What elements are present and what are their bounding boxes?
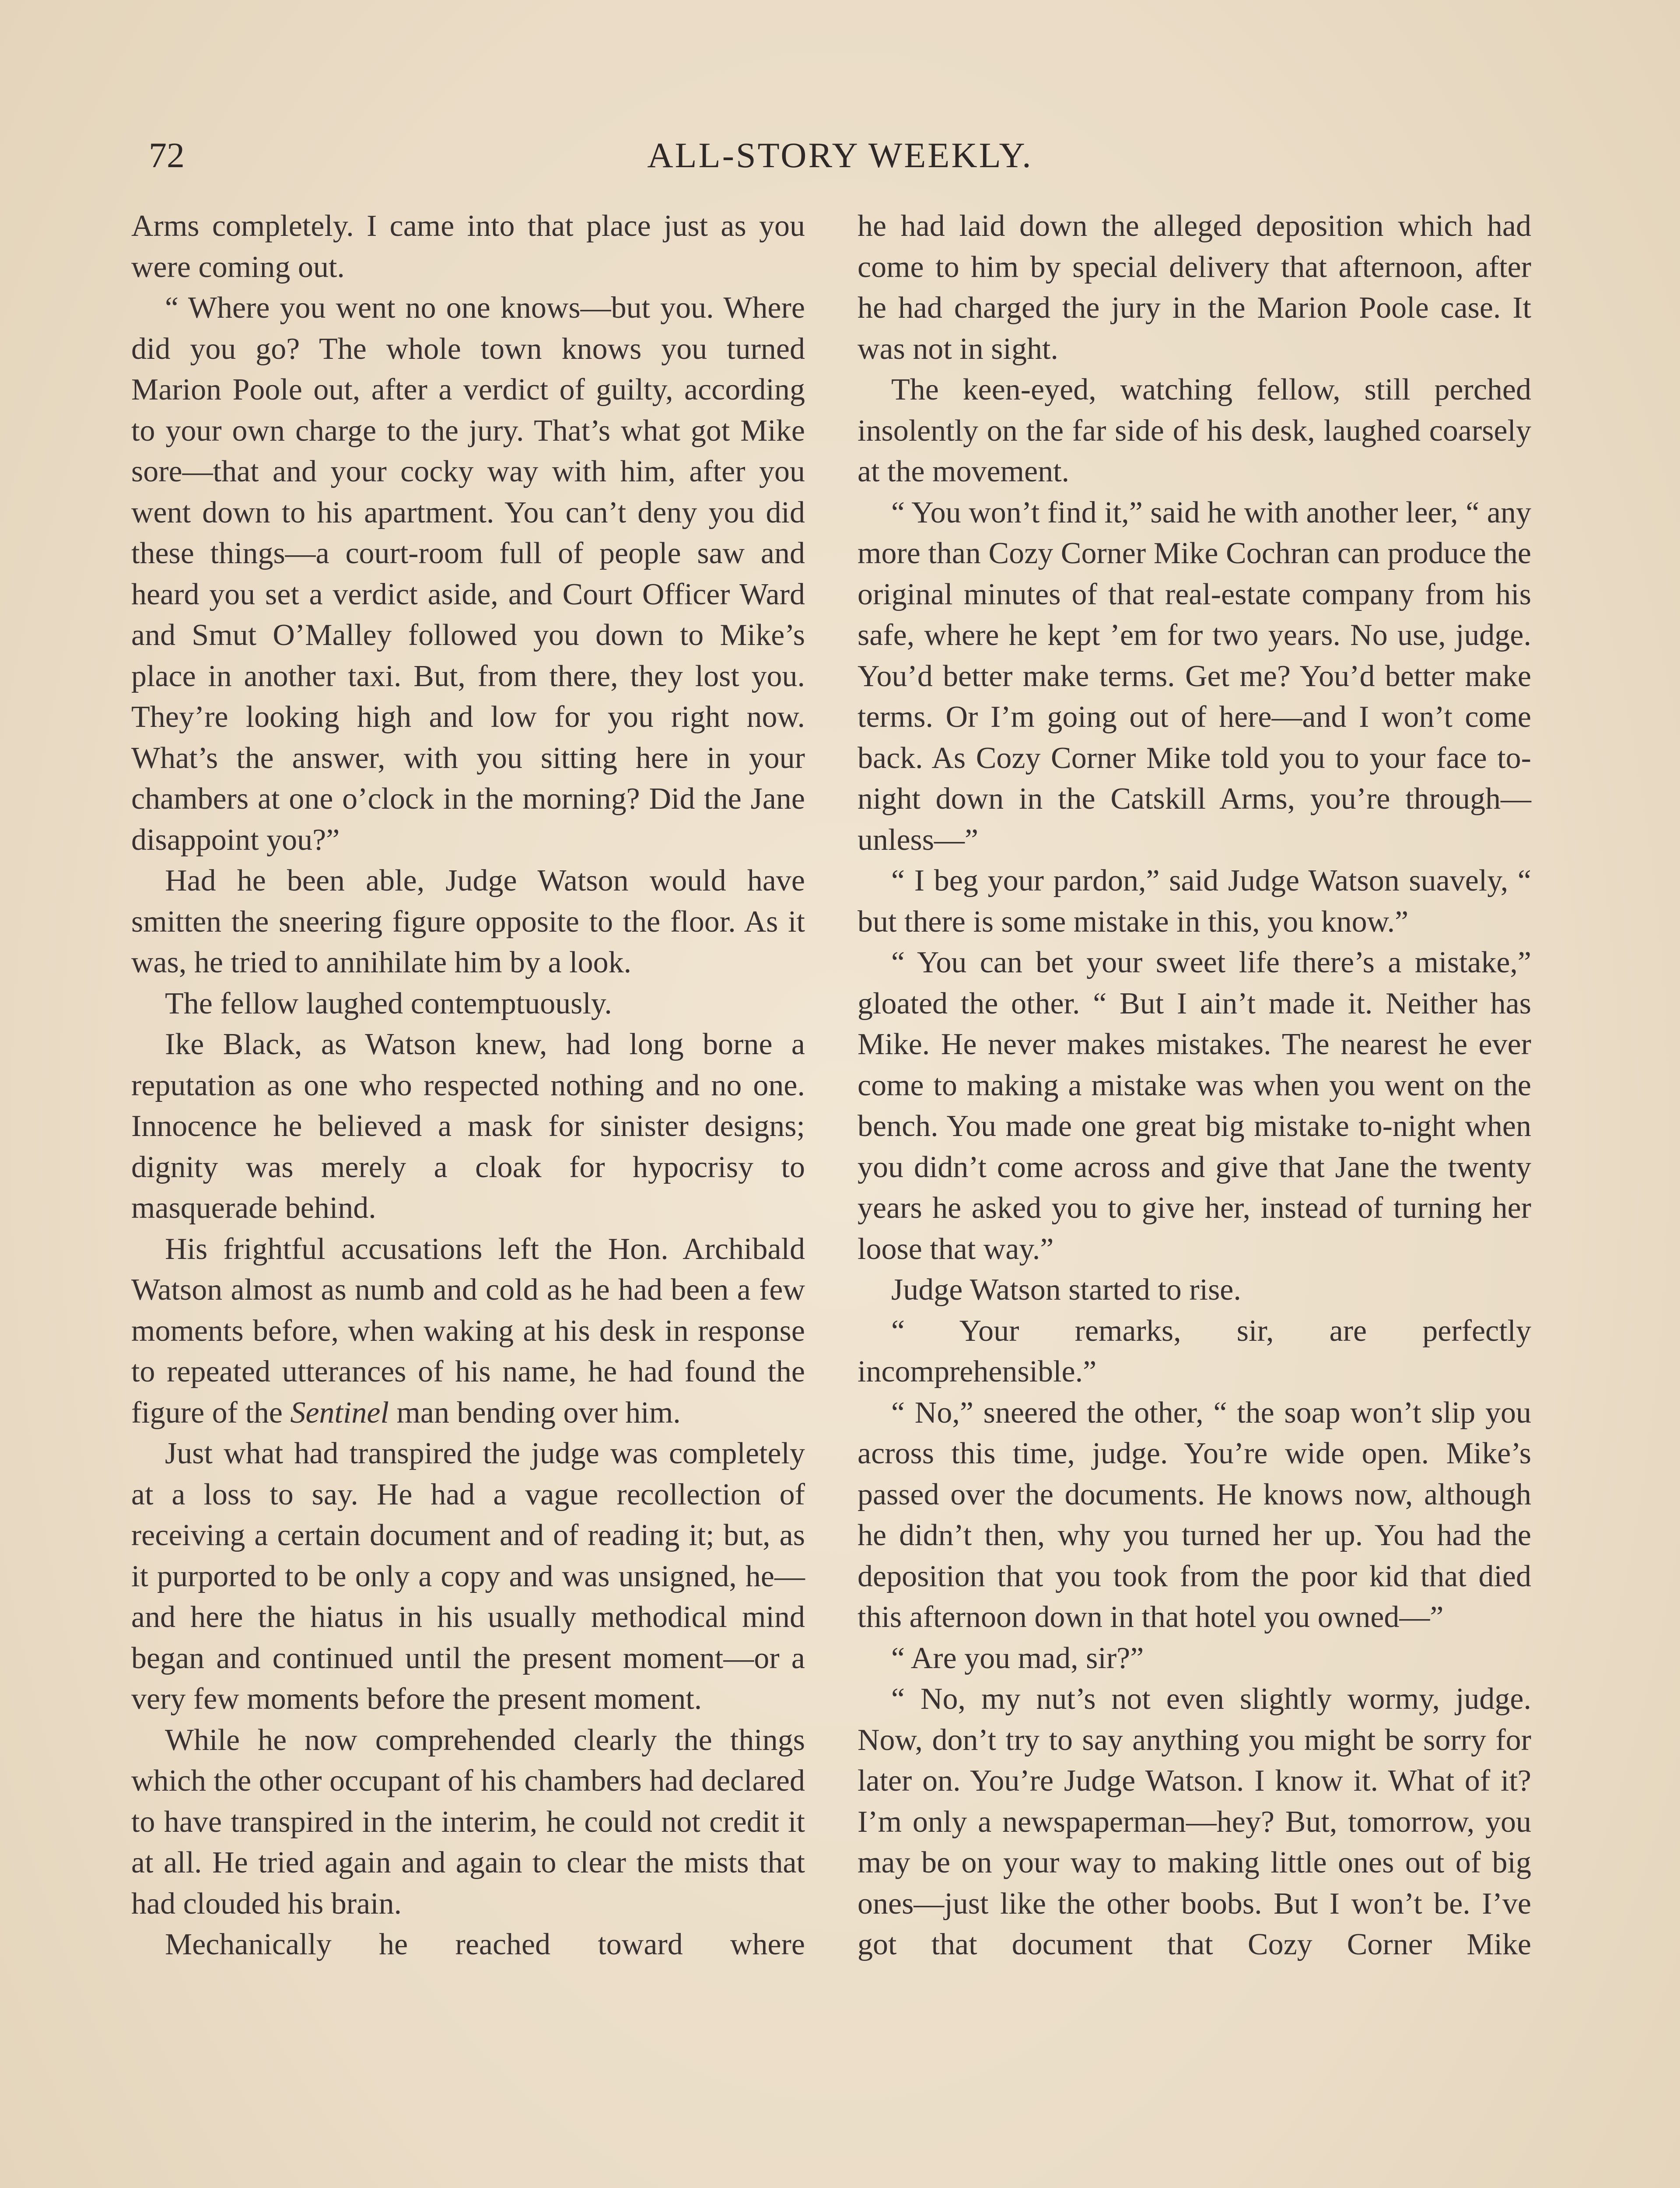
- paragraph: Just what had transpired the judge was completely at a loss to say. He had a vague recollection of receiving a certain document and of reading it; but, as it purported to be only a copy and was unsigned, he—and here the hiatus in his usually methodical mind began and continued until the present moment—or a very few moments before the present moment.: [131, 1437, 805, 1716]
- paragraph: The fellow laughed contemptuously.: [165, 986, 612, 1020]
- left-column: [131, 206, 805, 1965]
- running-title: ALL-STORY WEEKLY.: [647, 135, 1033, 175]
- paragraph: Ike Black, as Watson knew, had long borne a reputation as one who respected nothing and no one. Innocence he believed a mask for sinister designs; dignity was merely a cloak for hypocrisy to masquerade behind.: [131, 1027, 805, 1225]
- paragraph: Arms completely. I came into that place just as you were coming out.: [131, 209, 805, 284]
- paragraph: “ Where you went no one knows—but you. Where did you go? The whole town knows you turned Marion Poole out, after a verdict of guilty, according to your own charge to the jury. That’s what got Mike sore—that and your cocky way with him, after you went down to his apartment. You can’t deny you did these things—a court-room full of people saw and heard you set a verdict aside, and Court Officer Ward and Smut O’Malley followed you down to Mike’s place in another taxi. But, from there, they lost you. They’re looking high and low for you right now. What’s the answer, with you sitting here in your chambers at one o’clock in the morning? Did the Jane disappoint you?”: [131, 291, 805, 857]
- paragraph: Mechanically he reached toward where: [165, 1928, 805, 1961]
- paragraph: “ No, my nut’s not even slightly wormy, judge. Now, don’t try to say anything you might be sorry for later on. You’re Judge Watson. I know it. What of it? I’m only a newspaperman—hey? But, tomorrow, you may be on your way to making little ones out of big ones—just like the other boobs. But I won’t be. I’ve got that document that Cozy Corner Mike: [858, 1682, 1531, 1961]
- paragraph: “ You won’t find it,” said he with another leer, “ any more than Cozy Corner Mike Cochran can produce the original minutes of that real-estate company from his safe, where he kept ’em for two years. No use, judge. You’d better make terms. Get me? You’d better make terms. Or I’m going out of here—and I won’t come back. As Cozy Corner Mike told you to your face to-night down in the Catskill Arms, you’re through—unless—”: [858, 495, 1531, 857]
- paragraph: The keen-eyed, watching fellow, still perched insolently on the far side of his desk, laughed coarsely at the movement.: [858, 373, 1531, 488]
- paragraph: [131, 1229, 805, 1434]
- paragraph: “ Are you mad, sir?”: [891, 1641, 1144, 1675]
- paragraph: “ I beg your pardon,” said Judge Watson suavely, “ but there is some mistake in this, you know.”: [858, 864, 1531, 939]
- paragraph: “ No,” sneered the other, “ the soap won’t slip you across this time, judge. You’re wide open. Mike’s passed over the documents. He knows now, although he didn’t then, why you turned her up. You had the deposition that you took from the poor kid that died this afternoon down in that hotel you owned—”: [858, 1396, 1531, 1634]
- page-header: [149, 131, 1531, 179]
- right-column: [858, 206, 1531, 1965]
- paragraph: Judge Watson started to rise.: [891, 1273, 1241, 1307]
- italic-newspaper-name: Sentinel: [290, 1396, 389, 1430]
- paragraph-tail: man bending over him.: [388, 1396, 681, 1430]
- paragraph-text: His frightful accusations left the Hon. Archibald Watson almost as numb and cold as he had been a few moments before, when waking at his desk in response to repeated utterances of his name, he had found the figure of the: [131, 1232, 805, 1430]
- paragraph: “ Your remarks, sir, are perfectly incomprehensible.”: [858, 1314, 1531, 1389]
- paragraph: While he now comprehended clearly the things which the other occupant of his chambers had declared to have transpired in the interim, he could not credit it at all. He tried again and again to clear the mists that had clouded his brain.: [131, 1723, 805, 1921]
- paragraph: he had laid down the alleged deposition which had come to him by special delivery that afternoon, after he had charged the jury in the Marion Poole case. It was not in sight.: [858, 209, 1531, 366]
- page-number: 72: [149, 135, 185, 175]
- paragraph: Had he been able, Judge Watson would have smitten the sneering figure opposite to the floor. As it was, he tried to annihilate him by a look.: [131, 864, 805, 979]
- paragraph: “ You can bet your sweet life there’s a mistake,” gloated the other. “ But I ain’t made it. Neither has Mike. He never makes mistakes. The nearest he ever come to making a mistake was when you went on the bench. You made one great big mistake to-night when you didn’t come across and give that Jane the twenty years he asked you to give her, instead of turning her loose that way.”: [858, 946, 1531, 1266]
